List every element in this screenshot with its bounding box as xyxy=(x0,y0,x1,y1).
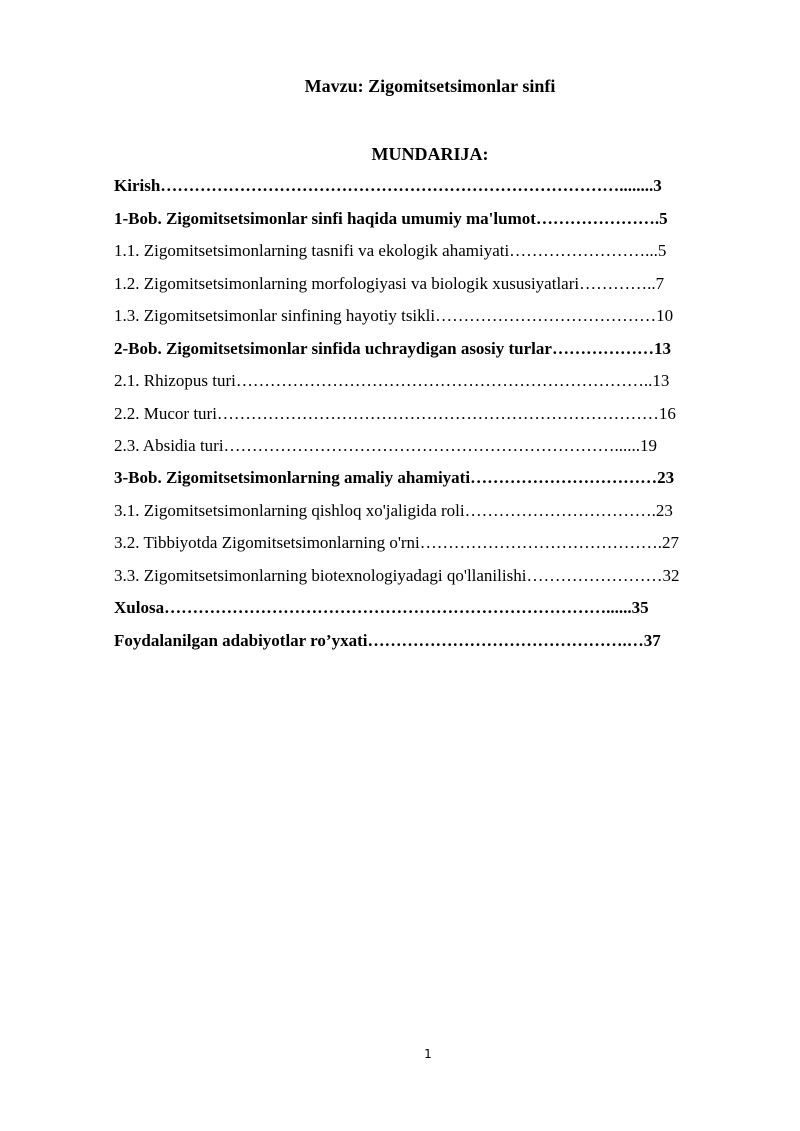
toc-entry-kirish: Kirish………………………………………………………………………........3 xyxy=(114,176,662,195)
toc-entry-3-3: 3.3. Zigomitsetsimonlarning biotexnologiyadagi qo'llanilishi……………………32 xyxy=(114,566,680,585)
toc-entry-3-2: 3.2. Tibbiyotda Zigomitsetsimonlarning o'rni…………………………………….27 xyxy=(114,533,680,552)
toc-entry-2-1: 2.1. Rhizopus turi………………………………………………………………..13 xyxy=(114,371,670,390)
toc-entry-chapter-1: 1-Bob. Zigomitsetsimonlar sinfi haqida umumiy ma'lumot………………….5 xyxy=(114,209,668,228)
toc-entry-1-2: 1.2. Zigomitsetsimonlarning morfologiyasi va biologik xususiyatlari…………..7 xyxy=(114,274,665,293)
toc-entry-3-1: 3.1. Zigomitsetsimonlarning qishloq xo'jaligida roli…………………………….23 xyxy=(114,501,673,520)
toc-heading: MUNDARIJA: xyxy=(371,144,489,164)
toc-entry-references: Foydalanilgan adabiyotlar ro’yxati……………………………………….…37 xyxy=(114,631,661,650)
toc-entry-2-3: 2.3. Absidia turi……………………………………………………………......19 xyxy=(114,436,658,455)
toc-entry-xulosa: Xulosa……………………………………………………………………......35 xyxy=(114,598,649,617)
toc-entry-1-3: 1.3. Zigomitsetsimonlar sinfining hayotiy tsikli…………………………………10 xyxy=(114,306,674,325)
toc-entry-chapter-2: 2-Bob. Zigomitsetsimonlar sinfida uchraydigan asosiy turlar………………13 xyxy=(114,339,671,358)
toc-entry-2-2: 2.2. Mucor turi……………………………………………………………………16 xyxy=(114,404,676,423)
toc-entry-chapter-3: 3-Bob. Zigomitsetsimonlarning amaliy ahamiyati……………………………23 xyxy=(114,468,675,487)
page-number: 1 xyxy=(424,1047,432,1061)
document-title: Mavzu: Zigomitsetsimonlar sinfi xyxy=(304,76,556,96)
toc-entry-1-1: 1.1. Zigomitsetsimonlarning tasnifi va ekologik ahamiyati……………………...5 xyxy=(114,241,667,260)
